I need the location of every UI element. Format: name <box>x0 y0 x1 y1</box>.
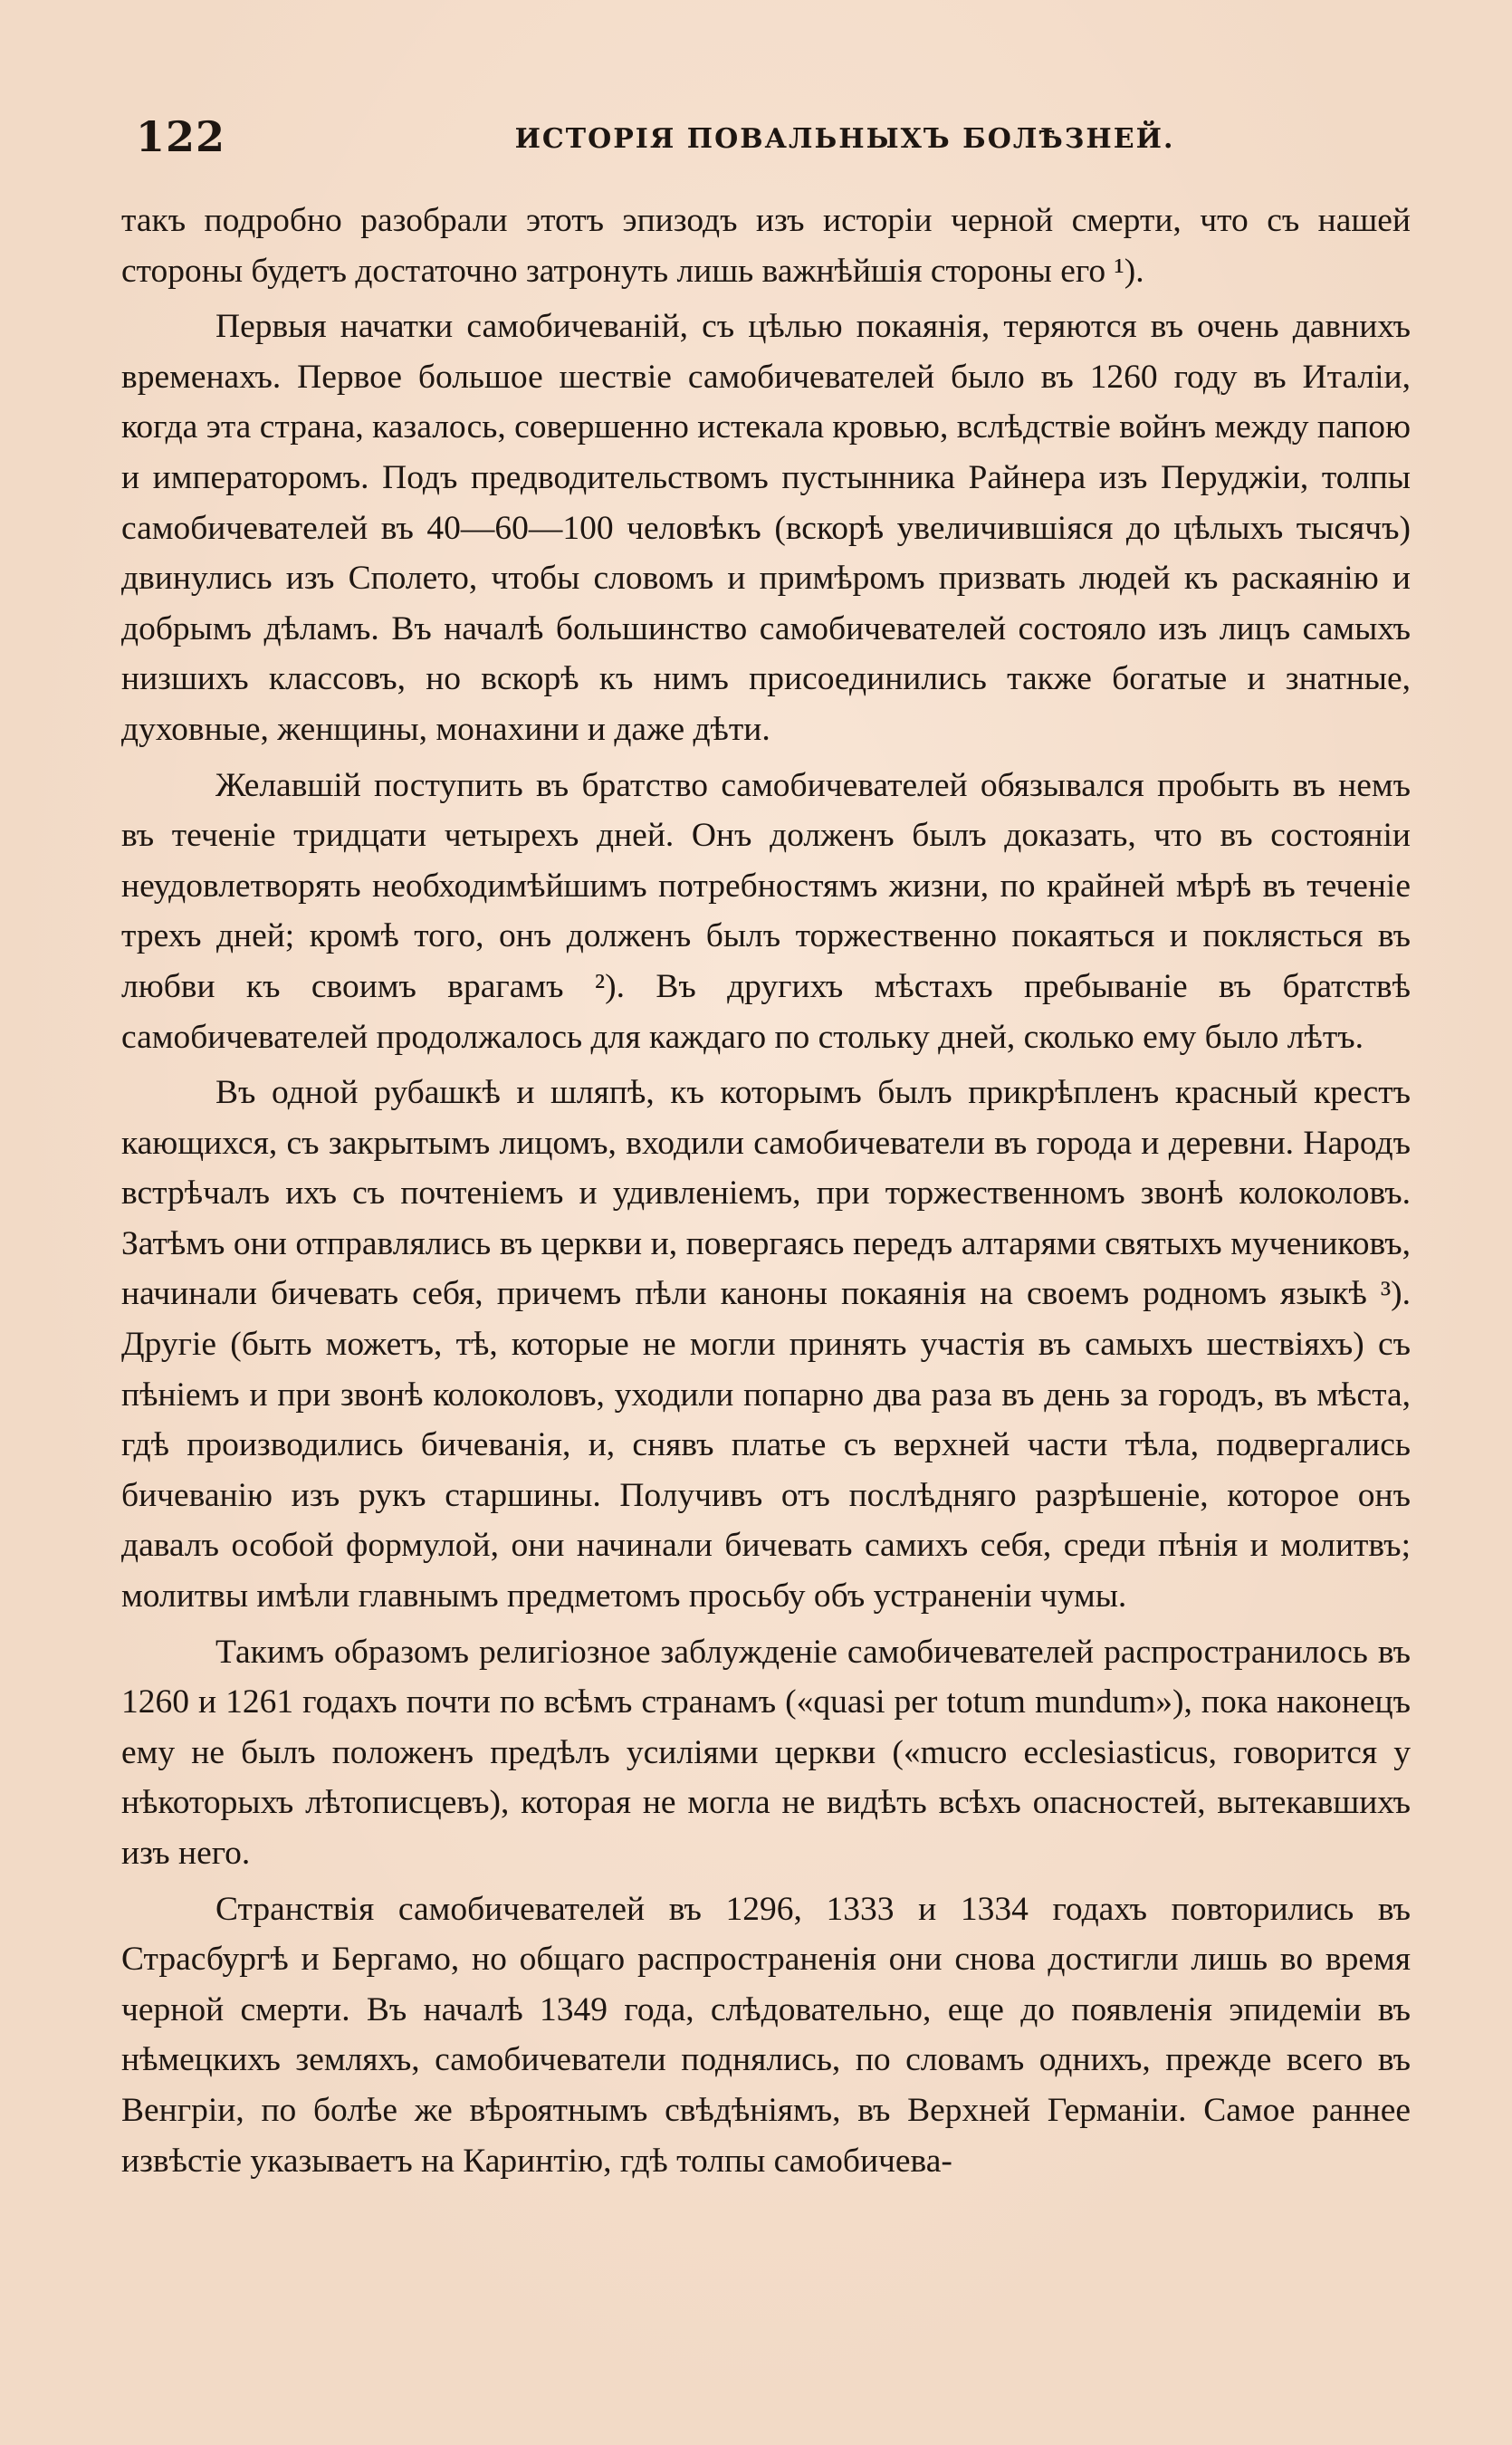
paragraph: Первыя начатки самобичеваній, съ цѣлью покаянія, теряются въ очень давнихъ временахъ. Первое большое шествіе самобичевателей было въ 1260 году въ Италіи, когда эта страна, казалось, совершенно истекала кровью, вслѣдствіе войнъ между папою и императоромъ. Подъ предводительствомъ пустынника Райнера изъ Перуджіи, толпы самобичевателей въ 40—60—100 человѣкъ (вскорѣ увеличившіяся до цѣлыхъ тысячъ) двинулись изъ Сполето, чтобы словомъ и примѣромъ призвать людей къ раскаянію и добрымъ дѣламъ. Въ началѣ большинство самобичевателей состояло изъ лицъ самыхъ низшихъ классовъ, но вскорѣ къ нимъ присоединились также богатые и знатные, духовные, женщины, монахини и даже дѣти. <box>121 308 1411 748</box>
paragraph: Желавшій поступить въ братство самобичевателей обязывался пробыть въ немъ въ теченіе тридцати четырехъ дней. Онъ долженъ былъ доказать, что въ состояніи неудовлетворять необходимѣйшимъ потребностямъ жизни, по крайней мѣрѣ въ теченіе трехъ дней; кромѣ того, онъ долженъ былъ торжественно покаяться и поклясться въ любви къ своимъ врагамъ ²). Въ другихъ мѣстахъ пребываніе въ братствѣ самобичевателей продолжалось для каждаго по стольку дней, сколько ему было лѣтъ. <box>121 766 1411 1056</box>
paragraph: Въ одной рубашкѣ и шляпѣ, къ которымъ былъ прикрѣпленъ красный крестъ кающихся, съ закрытымъ лицомъ, входили самобичеватели въ города и деревни. Народъ встрѣчалъ ихъ съ почтеніемъ и удивленіемъ, при торжественномъ звонѣ колоколовъ. Затѣмъ они отправлялись въ церкви и, повергаясь передъ алтарями святыхъ мучениковъ, начинали бичевать себя, причемъ пѣли каноны покаянія на своемъ родномъ языкѣ ³). Другіе (быть можетъ, тѣ, которые не могли принять участія въ самыхъ шествіяхъ) съ пѣніемъ и при звонѣ колоколовъ, уходили попарно два раза въ день за городъ, въ мѣста, гдѣ производились бичеванія, и, снявъ платье съ верхней части тѣла, подвергались бичеванію изъ рукъ старшины. Получивъ отъ послѣдняго разрѣшеніе, которое онъ давалъ особой формулой, они начинали бичевать самихъ себя, среди пѣнія и молитвъ; молитвы имѣли главнымъ предметомъ просьбу объ устраненіи чумы. <box>121 1074 1411 1616</box>
body-text <box>121 196 1411 2186</box>
paragraph: Странствія самобичевателей въ 1296, 1333 и 1334 годахъ повторились въ Страсбургѣ и Бергамо, но общаго распространенія они снова достигли лишь во время черной смерти. Въ началѣ 1349 года, слѣдовательно, еще до появленія эпидеміи въ нѣмецкихъ земляхъ, самобичеватели поднялись, по словамъ однихъ, прежде всего въ Венгріи, по болѣе же вѣроятнымъ свѣдѣніямъ, въ Верхней Германіи. Самое раннее извѣстіе указываетъ на Каринтію, гдѣ толпы самобичева- <box>121 1890 1411 2180</box>
running-title: ИСТОРІЯ ПОВАЛЬНЫХЪ БОЛѢЗНЕЙ. <box>514 123 1175 155</box>
page-number: 122 <box>136 112 226 161</box>
paragraph-continued: такъ подробно разобрали этотъ эпизодъ изъ исторіи черной смерти, что съ нашей стороны будетъ достаточно затронуть лишь важнѣйшія стороны его ¹). <box>121 202 1411 290</box>
page-header <box>134 107 1429 170</box>
paragraph: Такимъ образомъ религіозное заблужденіе самобичевателей распространилось въ 1260 и 1261 годахъ почти по всѣмъ странамъ («quasi per totum mundum»), пока наконецъ ему не былъ положенъ предѣлъ усиліями церкви («mucro ecclesiasticus, говорится у нѣкоторыхъ лѣтописцевъ), которая не могла не видѣть всѣхъ опасностей, вытекавшихъ изъ него. <box>121 1633 1411 1872</box>
